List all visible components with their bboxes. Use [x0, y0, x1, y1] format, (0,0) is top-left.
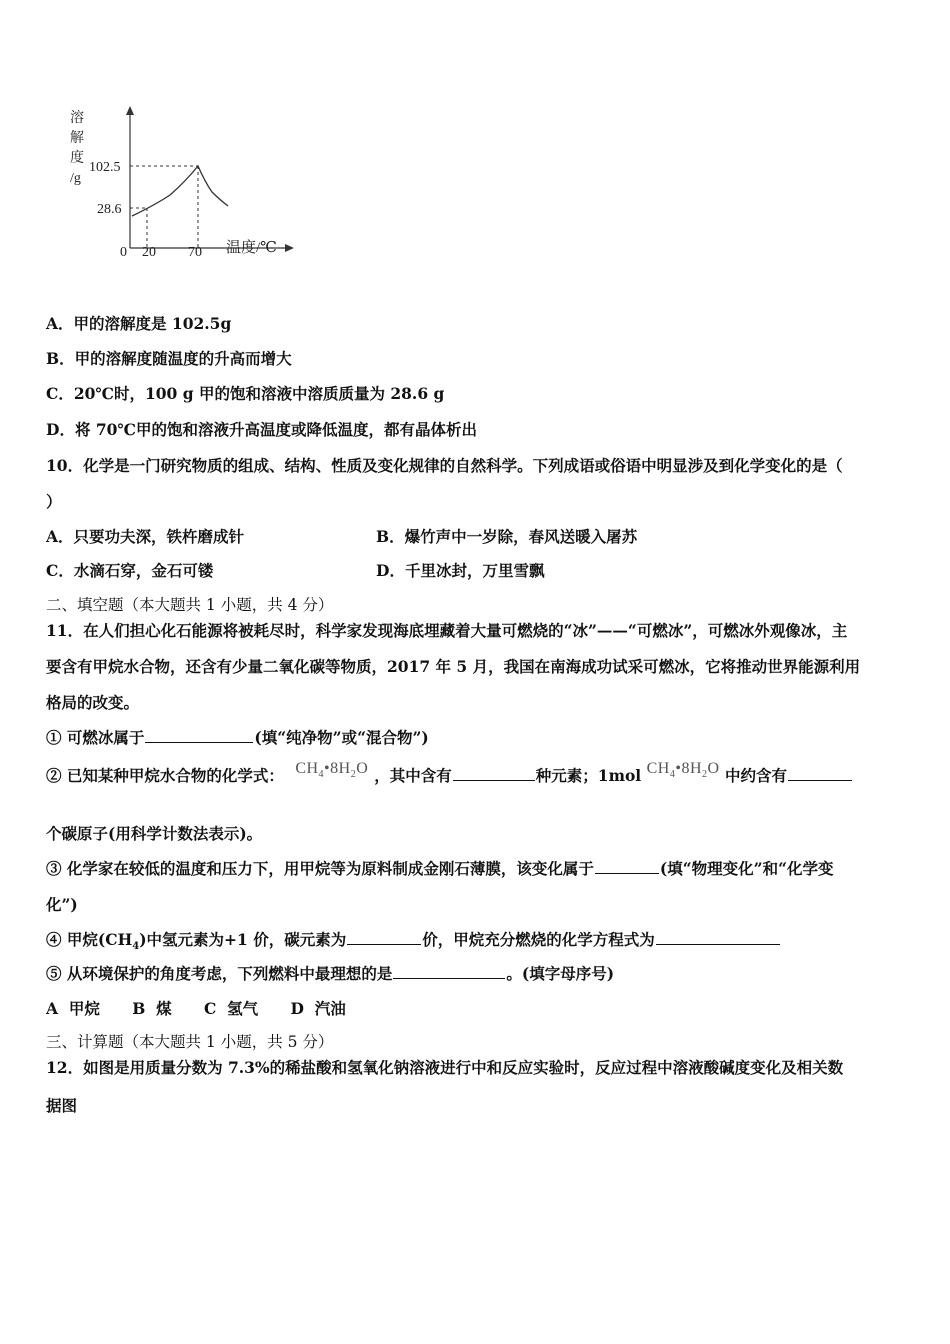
q11-stem-2: 要含有甲烷水合物，还含有少量二氧化碳等物质，2017 年 5 月，我国在南海成功试采可燃冰，它将推动世界能源利用: [46, 657, 861, 676]
q9-option-c: C．20℃时，100 g 甲的饱和溶液中溶质质量为 28.6 g: [46, 384, 445, 403]
q10-stem-1: 10．化学是一门研究物质的组成、结构、性质及变化规律的自然科学。下列成语或俗语中明显涉及到化学变化的是（: [46, 456, 843, 475]
q11-part-1: [46, 726, 429, 748]
q9-option-b: B．甲的溶解度随温度的升高而增大: [46, 349, 292, 368]
q11-options: A 甲烷 B 煤 C 氢气 D 汽油: [46, 999, 346, 1018]
q10-option-b: B．爆竹声中一岁除，春风送暖入屠苏: [376, 527, 638, 546]
q11-part-2-prefix: ② 已知某种甲烷水合物的化学式：: [46, 766, 284, 785]
q10-option-a: A．只要功夫深，铁杵磨成针: [46, 527, 245, 546]
q11-part-5: [46, 962, 614, 984]
q9-option-a: A．甲的溶解度是 102.5g: [46, 314, 232, 333]
y-label-4: /g: [70, 171, 81, 186]
q9-option-d: D．将 70℃甲的饱和溶液升高温度或降低温度，都有晶体析出: [46, 420, 477, 439]
q11-part-4-subscript: 4: [132, 941, 140, 953]
q11-part-3-cont: 化”): [46, 895, 78, 914]
section-2-heading: 二、填空题（本大题共 1 小题，共 4 分）: [46, 596, 334, 614]
x-tick-0-label: 0: [120, 245, 127, 260]
x-tick-70: 70: [188, 245, 202, 260]
y-label-1: 溶: [70, 111, 84, 126]
q10-option-d: D．千里冰封，万里雪飘: [376, 561, 545, 580]
q11-part-2: [46, 760, 853, 788]
q11-part-3-prefix: ③ 化学家在较低的温度和压力下，用甲烷等为原料制成金刚石薄膜，该变化属于: [46, 859, 594, 878]
solubility-graph: [60, 100, 300, 270]
q11-part-2-mol: 种元素；1mol: [535, 766, 642, 785]
q11-blank-7[interactable]: [393, 977, 505, 979]
q11-part-4-prefix: ④ 甲烷(CH: [46, 930, 133, 949]
q11-part-5-prefix: ⑤ 从环境保护的角度考虑，下列燃料中最理想的是: [46, 964, 393, 983]
q11-part-4-suffix: 价，甲烷充分燃烧的化学方程式为: [422, 930, 655, 949]
methane-hydrate-formula-2: $CH_4•8H_2O$: [646, 760, 720, 781]
q11-blank-1[interactable]: [145, 741, 253, 743]
section-3-heading: 三、计算题（本大题共 1 小题，共 5 分）: [46, 1033, 334, 1051]
q11-part-1-suffix: (填“纯净物”或“混合物”): [254, 728, 429, 747]
methane-hydrate-formula-1: $CH_4•8H_2O$: [295, 760, 369, 781]
q11-part-4-mid: )中氢元素为+1 价，碳元素为: [139, 930, 347, 949]
q10-option-c: C．水滴石穿，金石可镂: [46, 561, 214, 580]
q12-stem-2: 据图: [46, 1096, 78, 1115]
q10-stem-2: ）: [46, 492, 62, 511]
y-axis-arrow: [126, 106, 134, 115]
solubility-curve: [132, 166, 228, 216]
x-tick-20: 20: [142, 245, 156, 260]
y-label-3: 度: [70, 151, 84, 166]
q11-part-4: [46, 928, 781, 952]
q11-blank-2[interactable]: [453, 779, 535, 781]
q11-stem-1: 11．在人们担心化石能源将被耗尽时，科学家发现海底埋藏着大量可燃烧的“冰”——“可燃冰”，可燃冰外观像冰，主: [46, 621, 848, 640]
y-tick-28-6: 28.6: [97, 202, 122, 217]
q11-part-1-prefix: ① 可燃冰属于: [46, 728, 145, 747]
q11-part-3: [46, 857, 834, 879]
q11-blank-4[interactable]: [595, 872, 659, 874]
q11-blank-5[interactable]: [347, 943, 421, 945]
q11-stem-3: 格局的改变。: [46, 693, 140, 712]
q11-blank-6[interactable]: [656, 943, 780, 945]
q11-part-3-suffix: (填“物理变化”和“化学变: [659, 859, 834, 878]
x-axis-arrow: [285, 244, 294, 252]
q11-part-5-suffix: 。(填字母序号): [506, 964, 615, 983]
q11-part-2-mid: ，其中含有: [374, 766, 452, 785]
q11-blank-3[interactable]: [788, 779, 852, 781]
y-label-2: 解: [70, 131, 84, 146]
q12-stem-1: 12．如图是用质量分数为 7.3%的稀盐酸和氢氧化钠溶液进行中和反应实验时，反应过程中溶液酸碱度变化及相关数: [46, 1058, 844, 1077]
x-axis-label: 温度/℃: [226, 240, 277, 256]
q11-part-2-contains: 中约含有: [724, 766, 787, 785]
q11-part-2-cont: 个碳原子(用科学计数法表示)。: [46, 824, 263, 843]
y-tick-102-5: 102.5: [89, 160, 121, 175]
